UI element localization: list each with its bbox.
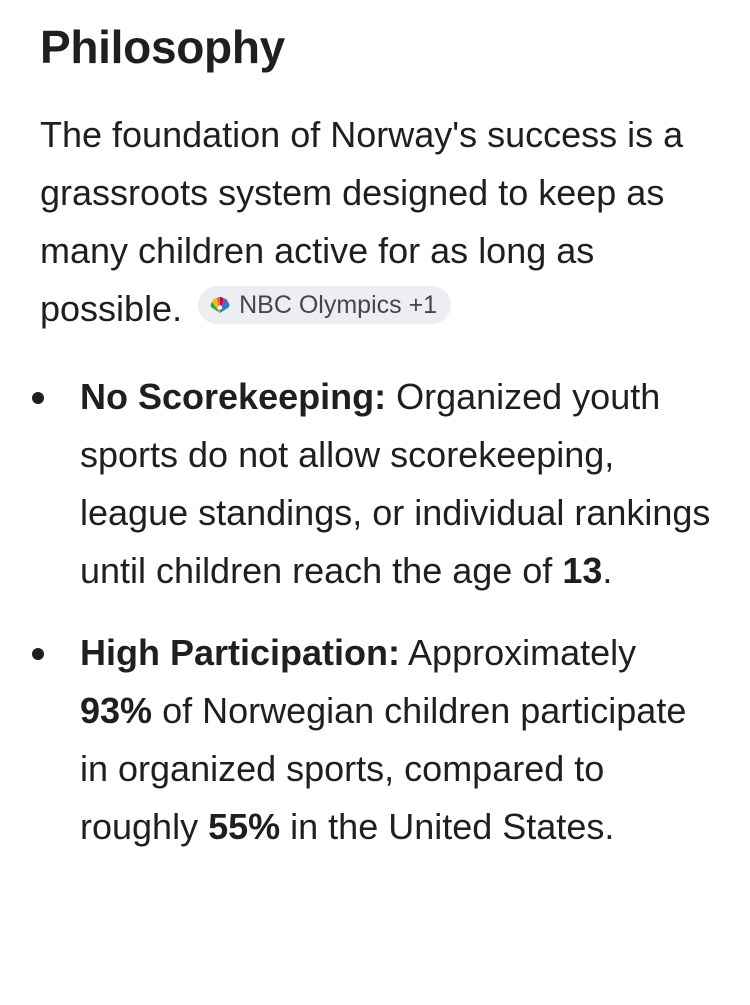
bullet-highlight: 13 [562,550,603,591]
source-chip[interactable] [198,286,451,324]
bullet-dot [32,648,44,660]
bullet-text: Organized youth sports do not allow scorekeeping, league standings, or individual rankings until children reach the age of [80,376,711,591]
source-chip-label: NBC Olympics +1 [239,291,438,319]
list-item-high-participation [0,624,750,856]
bullet-text: Approximately [400,632,637,673]
bullet-dot [32,392,44,404]
bullet-highlight: 93% [80,690,153,731]
section-heading: Philosophy [40,21,285,73]
bullet-text: of Norwegian children participate in organized sports, compared to roughly [80,690,687,847]
bullet-text: . [602,550,613,591]
nbc-peacock-icon [208,293,232,317]
bullet-title: No Scorekeeping: [80,376,387,417]
bullet-list [0,368,750,856]
bullet-text: in the United States. [280,806,615,847]
bullet-title: High Participation: [80,632,401,673]
intro-text: The foundation of Norway's success is a grassroots system designed to keep as many children active for as long as possible. [40,114,684,329]
intro-paragraph [40,106,720,338]
list-item-no-scorekeeping [0,368,750,600]
bullet-highlight: 55% [208,806,281,847]
